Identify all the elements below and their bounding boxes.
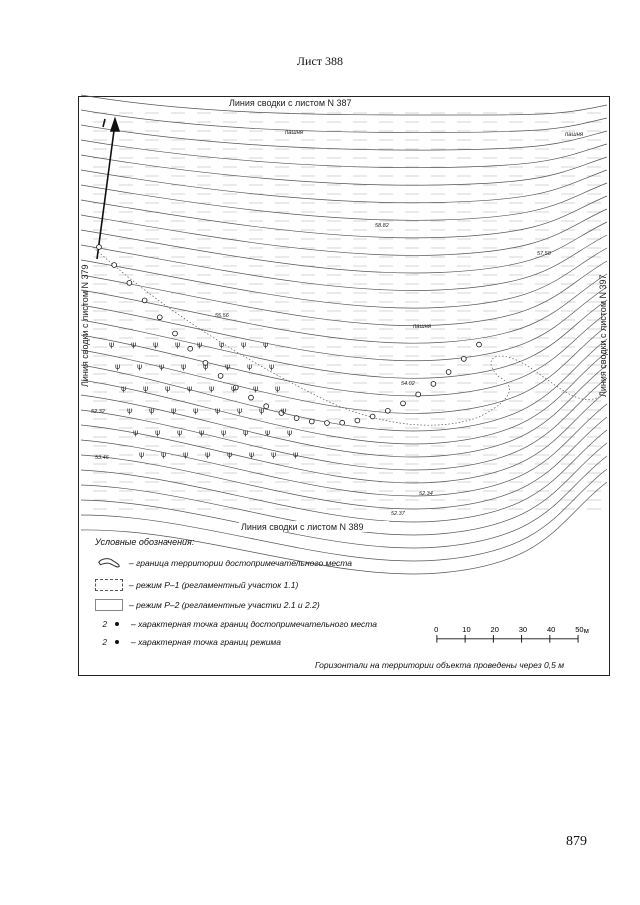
tree-marker: ψ bbox=[237, 406, 243, 415]
tree-marker: ψ bbox=[187, 384, 193, 393]
boundary-point-marker bbox=[173, 331, 178, 336]
dashed-box-icon bbox=[95, 579, 123, 591]
tree-marker: ψ bbox=[199, 428, 205, 437]
bullet-icon bbox=[115, 622, 119, 626]
elevation-label: 58.82 bbox=[375, 223, 389, 229]
boundary-point-marker bbox=[309, 419, 314, 424]
contour-line bbox=[81, 391, 607, 483]
tree-marker: ψ bbox=[139, 450, 145, 459]
contour-line bbox=[81, 209, 607, 255]
tree-marker: ψ bbox=[159, 362, 165, 371]
boundary-point-marker bbox=[355, 418, 360, 423]
scale-tick-label: 30 bbox=[518, 625, 528, 635]
tree-marker: ψ bbox=[109, 340, 115, 349]
tree-marker: ψ bbox=[143, 384, 149, 393]
tree-marker: ψ bbox=[253, 384, 259, 393]
scale-tick-label: 50 bbox=[575, 625, 584, 635]
contour-line bbox=[81, 222, 607, 273]
area-label: пашня bbox=[565, 132, 584, 138]
scale-unit: м bbox=[583, 626, 589, 636]
tree-marker: ψ bbox=[225, 362, 231, 371]
map-frame bbox=[78, 96, 610, 676]
boundary-shape-icon bbox=[95, 557, 123, 569]
left-sheet-label: Линия сводки с листом N 379 bbox=[80, 264, 90, 387]
tree-marker: ψ bbox=[203, 362, 209, 371]
tree-marker: ψ bbox=[271, 450, 277, 459]
area-label: пашня bbox=[413, 324, 432, 330]
top-sheet-label: Линия сводки с листом N 387 bbox=[229, 98, 352, 108]
boundary-point-marker bbox=[97, 245, 102, 250]
tree-marker: ψ bbox=[269, 362, 275, 371]
contour-line bbox=[81, 125, 607, 150]
tree-marker: ψ bbox=[243, 428, 249, 437]
tree-marker: ψ bbox=[161, 450, 167, 459]
scale-tick-label: 20 bbox=[490, 625, 499, 635]
bullet-icon bbox=[115, 640, 119, 644]
elevation-label: 55.56 bbox=[215, 313, 229, 319]
elevation-label: 57.58 bbox=[537, 251, 551, 257]
scale-bar bbox=[435, 621, 595, 651]
contour-line bbox=[81, 140, 607, 168]
right-sheet-label: Линия сводки с листом N 397 bbox=[598, 274, 608, 397]
contour-line bbox=[81, 183, 607, 220]
tree-marker: ψ bbox=[281, 406, 287, 415]
legend-row: 2 – характерная точка границ режима bbox=[102, 637, 281, 647]
tree-marker: ψ bbox=[263, 340, 269, 349]
tree-marker: ψ bbox=[249, 450, 255, 459]
elevation-label: 52.34 bbox=[419, 491, 433, 497]
elevation-label: 54.02 bbox=[401, 381, 415, 387]
tree-marker: ψ bbox=[121, 384, 127, 393]
tree-marker: ψ bbox=[137, 362, 143, 371]
tree-marker: ψ bbox=[181, 362, 187, 371]
boundary-point-marker bbox=[157, 315, 162, 320]
legend-row: – режим Р–2 (регламентные участки 2.1 и 2.2) bbox=[95, 599, 320, 611]
contour-line bbox=[81, 430, 607, 522]
page-number: 879 bbox=[566, 834, 587, 849]
tree-marker: ψ bbox=[115, 362, 121, 371]
tree-marker: ψ bbox=[171, 406, 177, 415]
legend-row: – граница территории достопримечательного места bbox=[95, 557, 352, 569]
bottom-sheet-label: Линия сводки с листом N 389 bbox=[241, 522, 364, 532]
tree-marker: ψ bbox=[131, 340, 137, 349]
tree-marker: ψ bbox=[293, 450, 299, 459]
contour-line bbox=[81, 287, 607, 361]
contour-line bbox=[81, 274, 607, 343]
boundary-point-marker bbox=[112, 263, 117, 268]
sheet-title: Лист 388 bbox=[296, 54, 344, 68]
tree-marker: ψ bbox=[175, 340, 181, 349]
boundary-point-marker bbox=[431, 382, 436, 387]
elevation-label: 52.37 bbox=[391, 511, 405, 517]
tree-marker: ψ bbox=[177, 428, 183, 437]
boundary-point-marker bbox=[218, 374, 223, 379]
contour-line bbox=[81, 339, 607, 431]
legend-row: – режим Р–1 (регламентный участок 1.1) bbox=[95, 579, 298, 591]
scale-tick-label: 0 bbox=[434, 625, 439, 635]
boundary-point-marker bbox=[294, 416, 299, 421]
tree-marker: ψ bbox=[133, 428, 139, 437]
tree-marker: ψ bbox=[241, 340, 247, 349]
map-canvas bbox=[79, 97, 609, 532]
boundary-point-marker bbox=[370, 414, 375, 419]
scale-tick-label: 40 bbox=[547, 625, 556, 635]
scale-tick-label: 10 bbox=[462, 625, 471, 635]
boundary-point-marker bbox=[188, 346, 193, 351]
boundary-point-marker bbox=[127, 281, 132, 286]
contour-line bbox=[81, 155, 607, 185]
boundary-point-marker bbox=[461, 357, 466, 362]
tree-marker: ψ bbox=[219, 340, 225, 349]
tree-marker: ψ bbox=[265, 428, 271, 437]
legend-row: 2 – характерная точка границ достопримечательного места bbox=[102, 619, 378, 629]
boundary-point-marker bbox=[385, 408, 390, 413]
tree-marker: ψ bbox=[215, 406, 221, 415]
boundary-point-marker bbox=[401, 401, 406, 406]
tree-marker: ψ bbox=[227, 450, 233, 459]
tree-marker: ψ bbox=[275, 384, 281, 393]
tree-marker: ψ bbox=[127, 406, 133, 415]
tree-marker: ψ bbox=[247, 362, 253, 371]
contour-line bbox=[81, 404, 607, 496]
tree-marker: ψ bbox=[205, 450, 211, 459]
legend bbox=[79, 533, 611, 677]
elevation-label: 53.46 bbox=[95, 455, 109, 461]
boundary-point-marker bbox=[416, 392, 421, 397]
tree-marker: ψ bbox=[149, 406, 155, 415]
boundary-point-marker bbox=[264, 404, 269, 409]
tree-marker: ψ bbox=[287, 428, 293, 437]
tree-marker: ψ bbox=[165, 384, 171, 393]
contour-line bbox=[81, 365, 607, 457]
boundary-point-marker bbox=[446, 370, 451, 375]
tree-marker: ψ bbox=[183, 450, 189, 459]
tree-marker: ψ bbox=[197, 340, 203, 349]
tree-marker: ψ bbox=[231, 384, 237, 393]
tree-marker: ψ bbox=[155, 428, 161, 437]
tree-marker: ψ bbox=[193, 406, 199, 415]
contour-line bbox=[81, 196, 607, 238]
boundary-point-marker bbox=[477, 342, 482, 347]
boundary-point-marker bbox=[325, 421, 330, 426]
tree-marker: ψ bbox=[221, 428, 227, 437]
tree-marker: ψ bbox=[259, 406, 265, 415]
tree-marker: ψ bbox=[209, 384, 215, 393]
contour-line bbox=[81, 248, 607, 308]
contour-note: Горизонтали на территории объекта проведены через 0,5 м bbox=[315, 660, 565, 670]
boundary-point-marker bbox=[340, 420, 345, 425]
boundary-point-marker bbox=[249, 395, 254, 400]
elevation-label: 52.32 bbox=[91, 409, 105, 415]
contour-line bbox=[81, 110, 607, 133]
tree-marker: ψ bbox=[153, 340, 159, 349]
boundary-point-marker bbox=[142, 298, 147, 303]
legend-title: Условные обозначения: bbox=[95, 537, 195, 547]
area-label: пашня bbox=[285, 130, 304, 136]
dashed-lines-box-icon bbox=[95, 599, 123, 611]
contour-line bbox=[81, 235, 607, 291]
